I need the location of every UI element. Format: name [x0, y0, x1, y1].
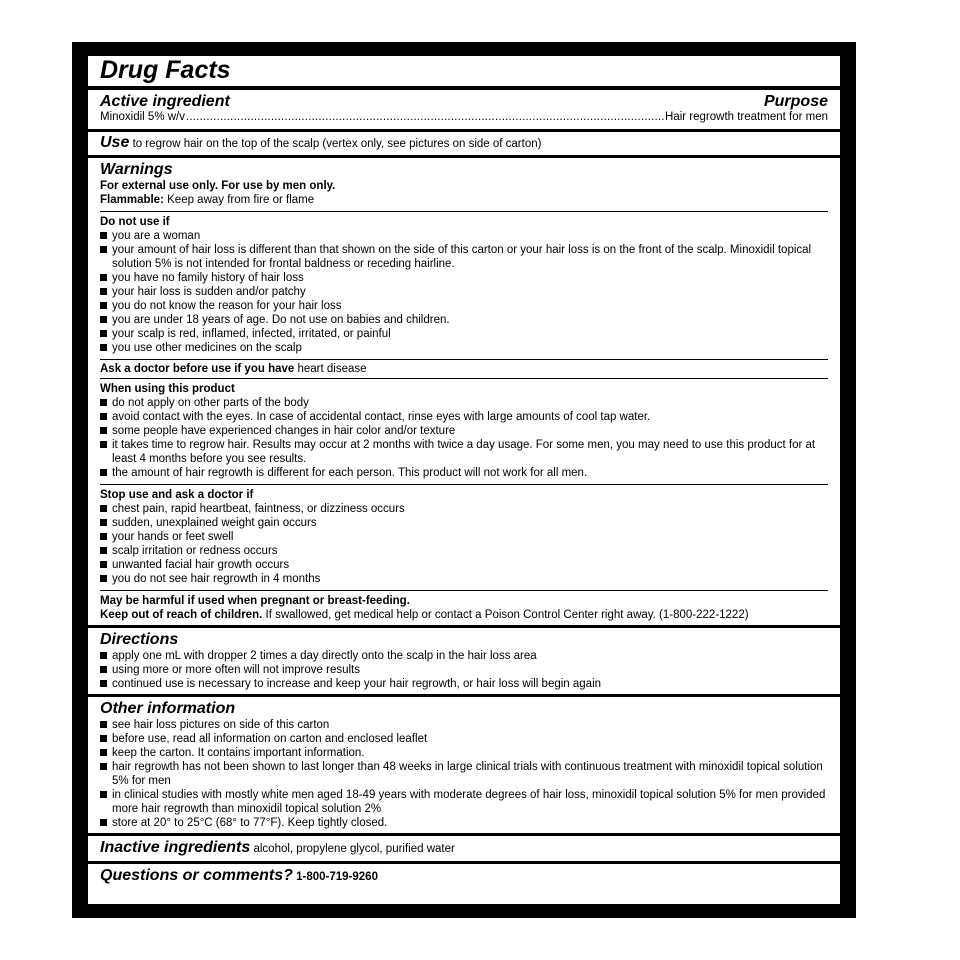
- list-item: avoid contact with the eyes. In case of accidental contact, rinse eyes with large amounts of cool tap water.: [100, 410, 828, 424]
- ask-doctor-section: [100, 361, 828, 377]
- bullet-square-icon: [100, 519, 107, 526]
- list-item: chest pain, rapid heartbeat, faintness, or dizziness occurs: [100, 502, 828, 516]
- drug-facts-frame: [72, 42, 856, 918]
- bullet-square-icon: [100, 666, 107, 673]
- when-using-list: [100, 396, 828, 480]
- inactive-ingredients-section: [100, 839, 828, 858]
- directions-list: [100, 649, 828, 691]
- bullet-square-icon: [100, 735, 107, 742]
- flammable-text: Keep away from fire or flame: [167, 194, 315, 206]
- divider: [88, 155, 840, 158]
- use-heading: Use: [100, 134, 130, 151]
- list-item: your hair loss is sudden and/or patchy: [100, 285, 828, 299]
- list-item: hair regrowth has not been shown to last longer than 48 weeks in large clinical trials with continuous treatment with minoxidil topical solution 5% for men: [100, 760, 828, 788]
- other-information-heading: Other information: [100, 700, 236, 717]
- bullet-square-icon: [100, 441, 107, 448]
- leader-dots: [186, 111, 664, 124]
- inactive-ingredients-heading: Inactive ingredients: [100, 839, 251, 856]
- list-item: do not apply on other parts of the body: [100, 396, 828, 410]
- divider: [100, 359, 828, 360]
- pregnancy-warning: May be harmful if used when pregnant or breast-feeding.: [100, 595, 410, 607]
- list-item: your hands or feet swell: [100, 530, 828, 544]
- divider: [88, 86, 840, 90]
- bullet-square-icon: [100, 399, 107, 406]
- bullet-square-icon: [100, 427, 107, 434]
- list-item: in clinical studies with mostly white men aged 18-49 years with moderate degrees of hair loss, minoxidil topical solution 5% for men provided more hair regrowth than minoxidil topical solution 2%: [100, 788, 828, 816]
- bullet-square-icon: [100, 413, 107, 420]
- list-item: it takes time to regrow hair. Results may occur at 2 months with twice a day usage. For some men, you may need to use this product for at least 4 months before you see results.: [100, 438, 828, 466]
- do-not-use-heading: Do not use if: [100, 216, 170, 228]
- directions-heading: Directions: [100, 631, 179, 648]
- active-ingredient-name: Minoxidil 5% w/v: [100, 111, 185, 123]
- list-item: before use, read all information on carton and enclosed leaflet: [100, 732, 828, 746]
- questions-phone: 1-800-719-9260: [296, 871, 378, 883]
- do-not-use-list: [100, 229, 828, 355]
- pregnancy-children-section: [100, 594, 828, 625]
- questions-heading: Questions or comments?: [100, 867, 293, 884]
- list-item: unwanted facial hair growth occurs: [100, 558, 828, 572]
- bullet-square-icon: [100, 232, 107, 239]
- do-not-use-section: [100, 215, 828, 358]
- other-information-section: [100, 700, 828, 833]
- bullet-square-icon: [100, 288, 107, 295]
- use-text: to regrow hair on the top of the scalp (vertex only, see pictures on side of carton): [132, 138, 542, 150]
- divider: [88, 861, 840, 864]
- bullet-square-icon: [100, 505, 107, 512]
- list-item: continued use is necessary to increase and keep your hair regrowth, or hair loss will begin again: [100, 677, 828, 691]
- purpose-text: Hair regrowth treatment for men: [665, 111, 828, 123]
- list-item: you do not know the reason for your hair loss: [100, 299, 828, 313]
- list-item: you have no family history of hair loss: [100, 271, 828, 285]
- bullet-square-icon: [100, 652, 107, 659]
- questions-section: [100, 867, 828, 886]
- divider: [88, 833, 840, 836]
- warnings-section: [100, 161, 828, 210]
- bullet-square-icon: [100, 763, 107, 770]
- divider: [88, 129, 840, 132]
- divider: [100, 484, 828, 485]
- divider: [88, 694, 840, 697]
- ask-doctor-label: Ask a doctor before use if you have: [100, 363, 295, 375]
- list-item: the amount of hair regrowth is different for each person. This product will not work for all men.: [100, 466, 828, 480]
- keep-out-text: If swallowed, get medical help or contact a Poison Control Center right away. (1-800-222-1222): [265, 609, 749, 621]
- bullet-square-icon: [100, 316, 107, 323]
- bullet-square-icon: [100, 561, 107, 568]
- divider: [100, 378, 828, 379]
- inactive-ingredients-text: alcohol, propylene glycol, purified water: [253, 843, 455, 855]
- drug-facts-panel: [88, 56, 840, 904]
- list-item: apply one mL with dropper 2 times a day directly onto the scalp in the hair loss area: [100, 649, 828, 663]
- bullet-square-icon: [100, 680, 107, 687]
- divider: [88, 625, 840, 628]
- list-item: some people have experienced changes in hair color and/or texture: [100, 424, 828, 438]
- bullet-square-icon: [100, 791, 107, 798]
- list-item: keep the carton. It contains important information.: [100, 746, 828, 760]
- list-item: sudden, unexplained weight gain occurs: [100, 516, 828, 530]
- bullet-square-icon: [100, 274, 107, 281]
- list-item: scalp irritation or redness occurs: [100, 544, 828, 558]
- bullet-square-icon: [100, 344, 107, 351]
- bullet-square-icon: [100, 575, 107, 582]
- ask-doctor-text: heart disease: [297, 363, 367, 375]
- list-item: you are a woman: [100, 229, 828, 243]
- external-use-text: For external use only. For use by men only.: [100, 180, 336, 192]
- active-ingredient-heading: Active ingredient: [100, 93, 230, 110]
- warnings-heading: Warnings: [100, 161, 173, 178]
- directions-section: [100, 631, 828, 694]
- use-section: [100, 134, 828, 153]
- bullet-square-icon: [100, 246, 107, 253]
- bullet-square-icon: [100, 330, 107, 337]
- bullet-square-icon: [100, 819, 107, 826]
- list-item: you do not see hair regrowth in 4 months: [100, 572, 828, 586]
- list-item: see hair loss pictures on side of this carton: [100, 718, 828, 732]
- divider: [100, 211, 828, 212]
- list-item: you are under 18 years of age. Do not use on babies and children.: [100, 313, 828, 327]
- when-using-section: [100, 382, 828, 483]
- purpose-heading: Purpose: [763, 93, 828, 110]
- bullet-square-icon: [100, 469, 107, 476]
- bullet-square-icon: [100, 721, 107, 728]
- divider: [100, 590, 828, 591]
- keep-out-label: Keep out of reach of children.: [100, 609, 263, 621]
- stop-use-heading: Stop use and ask a doctor if: [100, 489, 254, 501]
- bullet-square-icon: [100, 302, 107, 309]
- list-item: your amount of hair loss is different than that shown on the side of this carton or your hair loss is on the front of the scalp. Minoxidil topical solution 5% is not intended for frontal baldness or receding hairline.: [100, 243, 828, 271]
- stop-use-section: [100, 488, 828, 589]
- other-information-list: [100, 718, 828, 830]
- bullet-square-icon: [100, 533, 107, 540]
- bullet-square-icon: [100, 749, 107, 756]
- active-ingredient-section: [100, 93, 828, 129]
- bullet-square-icon: [100, 547, 107, 554]
- list-item: using more or more often will not improve results: [100, 663, 828, 677]
- page-title: Drug Facts: [100, 56, 231, 84]
- list-item: your scalp is red, inflamed, infected, irritated, or painful: [100, 327, 828, 341]
- list-item: you use other medicines on the scalp: [100, 341, 828, 355]
- when-using-heading: When using this product: [100, 383, 235, 395]
- stop-use-list: [100, 502, 828, 586]
- flammable-label: Flammable:: [100, 194, 164, 206]
- list-item: store at 20° to 25°C (68° to 77°F). Keep tightly closed.: [100, 816, 828, 830]
